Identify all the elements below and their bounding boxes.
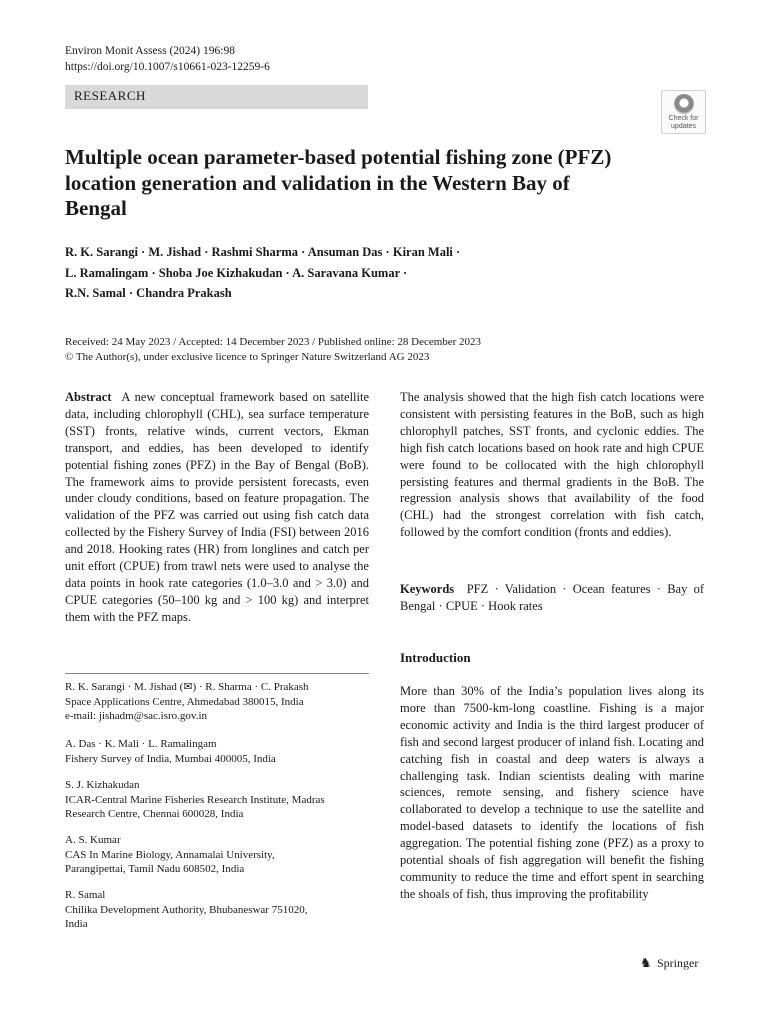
abstract-continuation: The analysis showed that the high fish catch locations were consistent with persisting features in the BoB, such as high chlorophyll patches, SST fronts, and cyclonic eddies. The high fish catch locations based on hook rate and high CPUE were found to be collocated with the high chlorophyll persisting features and thermal gradients in the BoB. The regression analysis shows that availability of the food (CHL) had the strongest correlation with fish catch, followed by the comfort condition (fronts and eddies).	[400, 390, 704, 540]
affiliation-authors: A. Das · K. Mali · L. Ramalingam	[65, 738, 217, 750]
affiliation-divider	[65, 673, 369, 674]
affiliation-authors: R. K. Sarangi · M. Jishad (✉) · R. Sharma · C. Prakash	[65, 681, 309, 693]
doi-link[interactable]: https://doi.org/10.1007/s10661-023-12259-6	[65, 61, 270, 73]
affiliation-institution: Space Applications Centre, Ahmedabad 380015, India	[65, 695, 304, 708]
author-line: L. Ramalingam · Shoba Joe Kizhakudan · A. Saravana Kumar ·	[65, 265, 408, 280]
affiliation-authors: S. J. Kizhakudan	[65, 779, 140, 791]
introduction-text: More than 30% of the India’s population lives along its more than 7500-km-long coastline. Fishing is a major economic activity and India is the third largest producer of fish and second largest producer of inland fish. Locating and catching fish in coastal and deep waters is always a challenging task. Indian scientists dealing with marine sciences, remote sensing, and fishery science have collaborated to develop a technique to use the satellite and model-based datasets to identify the locations of fish aggregation. The potential fishing zone (PFZ) as a proxy to potential shoals of fish aggregation will benefit the fishing community to reduce the time and effort spent in searching the shoals of fish, thus improving the profitability	[400, 684, 704, 901]
author-line: R.N. Samal · Chandra Prakash	[65, 286, 232, 300]
affiliation-block	[65, 680, 365, 724]
publication-dates: Received: 24 May 2023 / Accepted: 14 December 2023 / Published online: 28 December 2023	[65, 336, 482, 348]
affiliation-institution: Chilika Development Authority, Bhubaneswar 751020,	[65, 903, 308, 916]
affiliation-block	[65, 888, 365, 932]
publisher-name: Springer	[657, 956, 699, 970]
section-heading-introduction: Introduction	[400, 650, 471, 665]
affiliation-institution: Research Centre, Chennai 600028, India	[65, 808, 244, 821]
publisher-mark	[640, 955, 698, 971]
affiliation-authors: A. S. Kumar	[65, 834, 121, 846]
abstract-label: Abstract	[65, 390, 112, 404]
abstract	[65, 389, 369, 626]
affiliation-institution: ICAR-Central Marine Fisheries Research Institute, Madras	[65, 793, 325, 806]
affiliation-block	[65, 833, 365, 877]
journal-reference: Environ Monit Assess (2024) 196:98	[65, 45, 235, 57]
check-updates-label-2: updates	[671, 122, 696, 130]
affiliation-email[interactable]: e-mail: jishadm@sac.isro.gov.in	[65, 710, 208, 723]
section-banner	[65, 85, 368, 109]
affiliation-institution: CAS In Marine Biology, Annamalai University,	[65, 848, 275, 861]
article-title: Multiple ocean parameter-based potential fishing zone (PFZ) location generation and validation in the Western Bay of Bengal	[65, 145, 612, 220]
affiliation-block	[65, 737, 365, 766]
keywords	[400, 581, 704, 615]
check-for-updates-badge[interactable]	[661, 90, 706, 134]
keywords-label: Keywords	[400, 582, 455, 596]
affiliation-institution: India	[65, 918, 88, 931]
section-label: RESEARCH	[74, 88, 146, 103]
check-updates-icon	[674, 94, 694, 114]
keywords-text: PFZ · Validation · Ocean features · Bay of Bengal · CPUE · Hook rates	[400, 582, 704, 613]
affiliation-authors: R. Samal	[65, 889, 106, 901]
copyright-notice: © The Author(s), under exclusive licence to Springer Nature Switzerland AG 2023	[65, 351, 430, 363]
affiliation-institution: Fishery Survey of India, Mumbai 400005, India	[65, 752, 276, 765]
author-line: R. K. Sarangi · M. Jishad · Rashmi Sharma · Ansuman Das · Kiran Mali ·	[65, 245, 461, 259]
affiliation-block	[65, 778, 365, 822]
abstract-text: A new conceptual framework based on satellite data, including chlorophyll (CHL), sea surface temperature (SST) fronts, relative winds, current vectors, Ekman transport, and eddies, has been developed to identify potential fishing zones (PFZ) in the Bay of Bengal (BoB). The framework aims to provide persistent forecasts, even under cloudy conditions, based on feature propagation. The validation of the PFZ was carried out using fish catch data collected by the Fishery Survey of India (FSI) between 2016 and 2018. Hooking rates (HR) from longlines and catch per unit effort (CPUE) from trawl nets were used to analyse the data points in hook rate categories (1.0–3.0 and > 3.0) and CPUE categories (50–100 kg and > 100 kg) and interpret them with the PFZ maps.	[65, 390, 370, 624]
affiliation-institution: Parangipettai, Tamil Nadu 608502, India	[65, 863, 245, 876]
springer-horse-icon: ♞	[640, 955, 652, 970]
author-list	[65, 242, 535, 304]
check-updates-label-1: Check for	[668, 115, 699, 122]
